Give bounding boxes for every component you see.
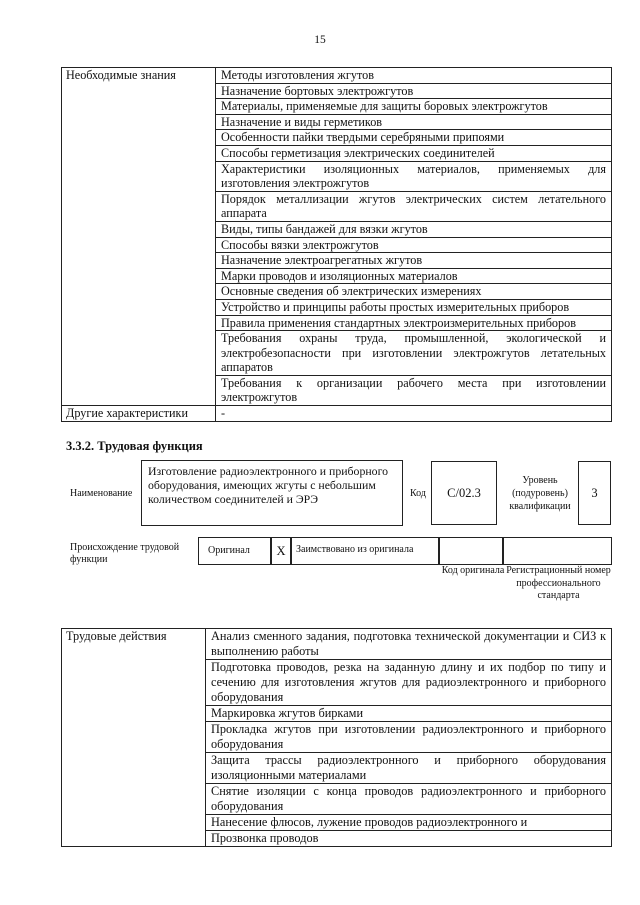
page-number: 15 bbox=[314, 34, 326, 46]
borrowed-cell bbox=[291, 537, 439, 565]
function-name: Изготовление радиоэлектронного и приборного оборудования, имеющих жгуты с небольшим количеством соединителей и ЭРЭ bbox=[148, 464, 389, 506]
qualification-level: 3 bbox=[591, 485, 598, 500]
borrowed-label: Заимствовано из оригинала bbox=[296, 544, 414, 555]
knowledge-item: Характеристики изоляционных материалов, применяемых для изготовления электрожгутов bbox=[216, 161, 612, 191]
knowledge-item: Требования к организации рабочего места при изготовлении электрожгутов bbox=[216, 375, 612, 405]
registration-number-cell bbox=[503, 537, 612, 565]
knowledge-item: Способы вязки электрожгутов bbox=[216, 237, 612, 253]
action-item: Прокладка жгутов при изготовлении радиоэлектронного и приборного оборудования bbox=[206, 722, 612, 753]
function-code-box bbox=[431, 461, 497, 525]
other-characteristics-row bbox=[62, 406, 612, 422]
knowledge-item: Основные сведения об электрических измерениях bbox=[216, 284, 612, 300]
knowledge-label: Необходимые знания bbox=[62, 68, 216, 406]
action-item: Нанесение флюсов, лужение проводов радиоэлектронного и bbox=[206, 815, 612, 831]
knowledge-item: Устройство и принципы работы простых измерительных приборов bbox=[216, 299, 612, 315]
action-item: Прозвонка проводов bbox=[206, 831, 612, 847]
knowledge-table bbox=[61, 67, 612, 422]
qualification-level-box bbox=[578, 461, 611, 525]
knowledge-item: Материалы, применяемые для защиты боровых электрожгутов bbox=[216, 99, 612, 115]
actions-table bbox=[61, 628, 612, 847]
function-code: C/02.3 bbox=[447, 485, 481, 500]
knowledge-item: Требования охраны труда, промышленной, экологической и электробезопасности при изготовлении электрожгутов летательных аппаратов bbox=[216, 331, 612, 376]
knowledge-item: Назначение электроагрегатных жгутов bbox=[216, 253, 612, 269]
knowledge-item: Назначение бортовых электрожгутов bbox=[216, 83, 612, 99]
actions-label: Трудовые действия bbox=[62, 629, 206, 847]
action-item: Маркировка жгутов бирками bbox=[206, 706, 612, 722]
knowledge-item: Виды, типы бандажей для вязки жгутов bbox=[216, 221, 612, 237]
knowledge-item: Способы герметизация электрических соединителей bbox=[216, 145, 612, 161]
section-heading: 3.3.2. Трудовая функция bbox=[66, 439, 203, 453]
action-item: Анализ сменного задания, подготовка технической документации и СИЗ к выполнению работы bbox=[206, 629, 612, 660]
knowledge-item: Порядок металлизации жгутов электрических систем летательного аппарата bbox=[216, 191, 612, 221]
knowledge-item: Методы изготовления жгутов bbox=[216, 68, 612, 84]
knowledge-item: Правила применения стандартных электроизмерительных приборов bbox=[216, 315, 612, 331]
knowledge-item: Назначение и виды герметиков bbox=[216, 114, 612, 130]
knowledge-item: Марки проводов и изоляционных материалов bbox=[216, 268, 612, 284]
knowledge-item-row bbox=[62, 68, 612, 84]
original-mark: X bbox=[271, 537, 291, 565]
origin-label: Происхождение трудовой функции bbox=[70, 542, 180, 565]
other-characteristics-value: - bbox=[216, 406, 612, 422]
origin-row bbox=[198, 537, 612, 565]
action-item: Снятие изоляции с конца проводов радиоэлектронного и приборного оборудования bbox=[206, 784, 612, 815]
action-item: Подготовка проводов, резка на заданную длину и их подбор по типу и сечению для изготовления жгутов для радиоэлектронного и приборного оборудования bbox=[206, 660, 612, 706]
original-cell bbox=[198, 537, 271, 565]
other-characteristics-label: Другие характеристики bbox=[62, 406, 216, 422]
original-code-caption: Код оригинала bbox=[441, 565, 505, 576]
knowledge-item: Особенности пайки твердыми серебряными припоями bbox=[216, 130, 612, 146]
original-label: Оригинал bbox=[208, 545, 250, 556]
name-label: Наименование bbox=[70, 488, 133, 499]
code-label: Код bbox=[410, 488, 426, 499]
action-item-row bbox=[62, 629, 612, 660]
original-code-cell bbox=[439, 537, 503, 565]
qualification-level-label: Уровень (подуровень) квалификации bbox=[509, 475, 571, 512]
function-name-box bbox=[141, 460, 403, 526]
action-item: Защита трассы радиоэлектронного и приборного оборудования изоляционными материалами bbox=[206, 753, 612, 784]
registration-number-caption: Регистрационный номер профессионального стандарта bbox=[506, 565, 611, 601]
